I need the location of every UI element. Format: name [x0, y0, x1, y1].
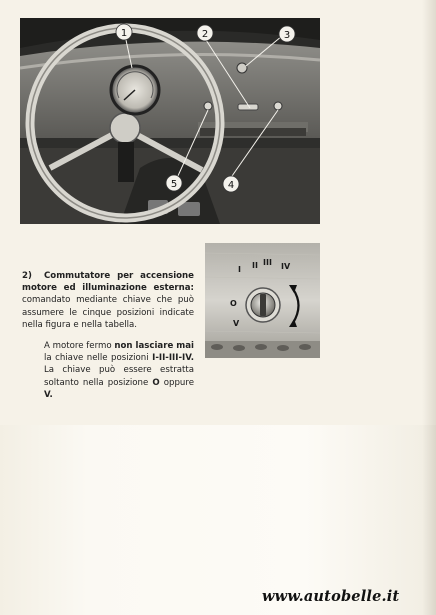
warning-positions: I-II-III-IV. — [152, 353, 195, 364]
callout-4 — [223, 176, 239, 192]
callout-5 — [166, 175, 182, 191]
callout-1 — [116, 24, 132, 40]
page-edge-shadow — [422, 0, 436, 615]
callout-3 — [279, 26, 295, 42]
dashboard-photo — [20, 18, 320, 224]
callout-5-label: 5 — [170, 179, 178, 190]
watermark: www.autobelle.it — [262, 588, 400, 605]
callout-2 — [197, 25, 213, 41]
switch-position-II: II — [252, 261, 258, 270]
warning-paragraph — [22, 340, 194, 401]
item-heading: Commutatore per accensione motore ed illuminazione esterna: — [22, 271, 194, 294]
switch-position-V: V — [233, 319, 240, 328]
switch-position-O: O — [230, 299, 237, 308]
callout-2-label: 2 — [201, 29, 209, 40]
switch-position-IV: IV — [281, 262, 291, 271]
warning-text-g: oppure — [163, 377, 194, 388]
warning-text-c: la chiave nelle posizioni — [44, 353, 149, 364]
dashboard-illustration — [20, 18, 320, 224]
warning-text-a: A motore fermo — [44, 341, 112, 352]
ignition-switch-photo — [205, 243, 320, 358]
callout-3-label: 3 — [283, 30, 291, 41]
item-paragraph — [22, 270, 194, 331]
warning-position-o: O — [152, 377, 160, 388]
callout-1-label: 1 — [120, 28, 128, 39]
callout-4-label: 4 — [227, 180, 235, 191]
ignition-switch-illustration — [205, 243, 320, 358]
item-number: 2) — [22, 271, 32, 281]
warning-position-v: V. — [44, 389, 53, 400]
instruction-text — [22, 270, 194, 410]
switch-position-I: I — [238, 265, 241, 274]
warning-text-e: La chiave può essere estratta soltanto nella posizione — [44, 365, 194, 388]
switch-position-III: III — [263, 258, 272, 267]
item-description: comandato mediante chiave che può assumere le cinque posizioni indicate nella figura e nella tabella. — [22, 295, 194, 330]
warning-emphasis: non lasciare mai — [114, 341, 195, 352]
